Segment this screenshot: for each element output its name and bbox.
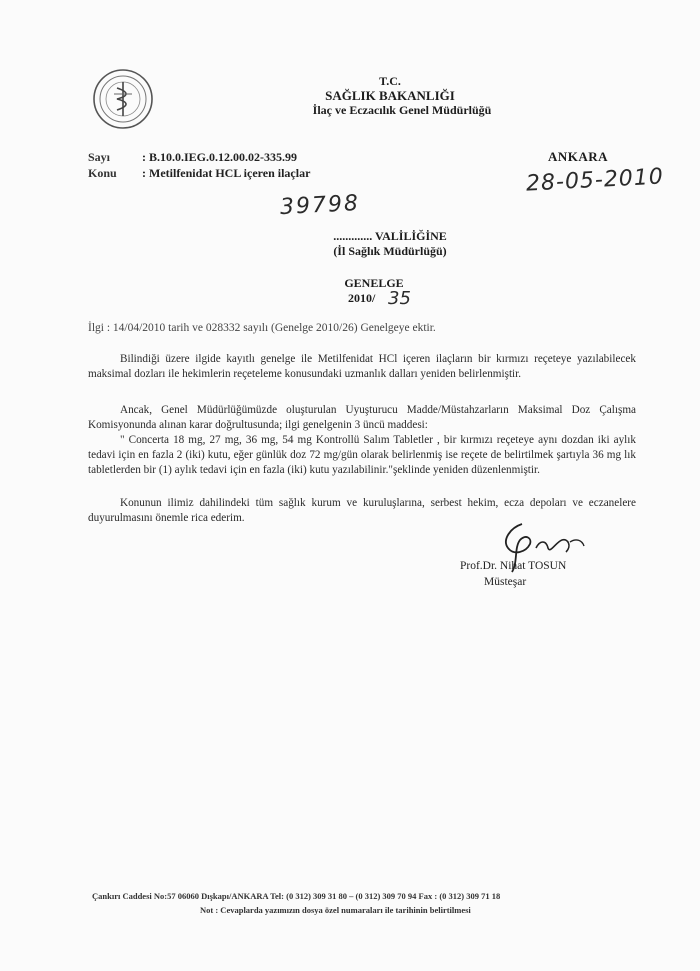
sayi-value: : B.10.0.IEG.0.12.00.02-335.99 — [142, 150, 298, 164]
header-tc: T.C. — [379, 74, 401, 88]
body-paragraph-2: Ancak, Genel Müdürlüğümüzde oluşturulan Uyuşturucu Madde/Müstahzarların Maksimal Doz Çalışma Komisyonunda alınan karar doğrultusunda; ilgi genelgenin 3 üncü maddesi: — [88, 404, 636, 431]
addressee-subline: (İl Sağlık Müdürlüğü) — [333, 244, 447, 258]
signatory-title: Müsteşar — [484, 576, 527, 588]
signatory-name: Prof.Dr. Nihat TOSUN — [460, 560, 567, 572]
circular-title: GENELGE — [344, 276, 404, 290]
body-paragraph-4: Konunun ilimiz dahilindeki tüm sağlık kurum ve kuruluşlarına, serbest hekim, ecza depoları ve eczanelere duyurulmasını önemle rica ederim. — [88, 497, 636, 524]
header-directorate: İlaç ve Eczacılık Genel Müdürlüğü — [312, 103, 492, 117]
header-ministry: SAĞLIK BAKANLIĞI — [325, 88, 455, 103]
footer-address: Çankırı Caddesi No:57 06060 Dışkapı/ANKARA Tel: (0 312) 309 31 80 – (0 312) 309 70 94 Fax : (0 312) 309 71 18 — [92, 891, 501, 901]
sayi-label: Sayı — [88, 150, 111, 164]
circular-year: 2010/ — [348, 291, 376, 305]
addressee-line: ............. VALİLİĞİNE — [333, 229, 447, 243]
konu-value: : Metilfenidat HCL içeren ilaçlar — [142, 166, 311, 180]
handwritten-circular-number: 35 — [388, 288, 411, 309]
body-paragraph-1: Bilindiği üzere ilgide kayıtlı genelge ile Metilfenidat HCl içeren ilaçların bir kırmızı reçeteye yazılabilecek maksimal dozları ile hekimlerin reçeteleme konusundaki uzmanlık dalları yeniden belirlenmiştir. — [88, 353, 636, 380]
reference-line: İlgi : 14/04/2010 tarih ve 028332 sayılı (Genelge 2010/26) Genelgeye ektir. — [88, 322, 436, 334]
handwritten-date: 28-05-2010 — [525, 164, 665, 197]
body-paragraph-3: " Concerta 18 mg, 27 mg, 36 mg, 54 mg Kontrollü Salım Tabletler , bir kırmızı reçeteye aynı dozdan iki aylık tedavi için en fazla 2 (iki) kutu, eğer günlük doz 72 mg/gün olarak belirlenmiş ise reçete de belirtilmek şartıyla 36 mg lık tabletlerden bir (1) aylık tedavi için en fazla (iki) kutu yazılabilinir."şeklinde yeniden düzenlenmiştir. — [88, 434, 636, 476]
handwritten-reference-number: 39798 — [279, 190, 361, 221]
footer-note: Not : Cevaplarda yazımızın dosya özel numaraları ile tarihinin belirtilmesi — [200, 905, 471, 915]
city-label: ANKARA — [548, 149, 609, 164]
konu-label: Konu — [88, 166, 117, 180]
